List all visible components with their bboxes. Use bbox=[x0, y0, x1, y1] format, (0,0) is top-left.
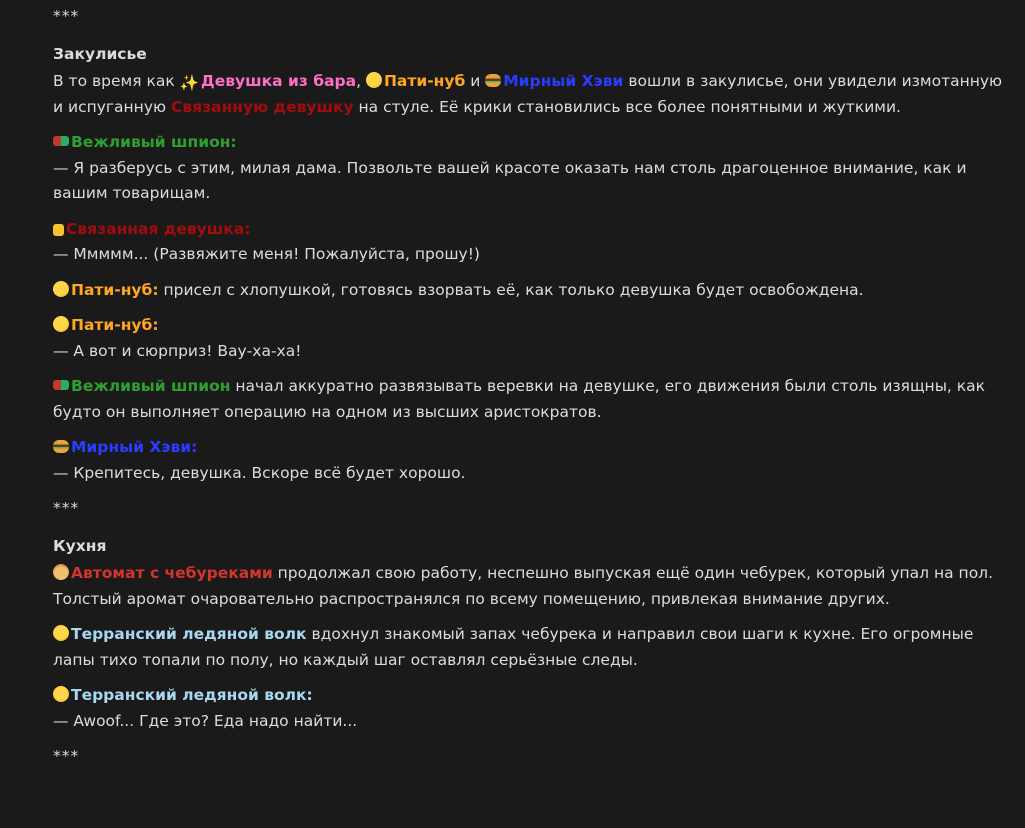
scene1-intro bbox=[53, 69, 1003, 120]
wolf-speaker bbox=[53, 683, 1003, 709]
speaker-label: Пати-нуб: bbox=[71, 280, 159, 299]
auto-action bbox=[53, 561, 1003, 612]
char-heavy: Мирный Хэви bbox=[503, 72, 624, 90]
text: продолжал свою работу, неспешно выпуская ещё один чебурек, который упал на пол. Толстый аромат очаровательно распространялся по всему помещению, привлекая внимание других. bbox=[53, 564, 994, 608]
text: вошли в закулисье, они увидели измотанную и испуганную bbox=[53, 72, 1003, 116]
wolf-line: — Awoof... Где это? Еда надо найти... bbox=[53, 711, 358, 730]
burger-icon bbox=[485, 74, 501, 87]
spy-icon bbox=[53, 136, 69, 146]
char-tied-girl: Связанную девушку bbox=[170, 97, 354, 116]
story-content bbox=[53, 4, 1003, 769]
party-face-icon bbox=[53, 281, 69, 297]
char-bar-girl: Девушка из бара bbox=[200, 72, 357, 90]
wolf-face-icon bbox=[53, 686, 69, 702]
char-chebureki-machine: Автомат с чебуреками bbox=[71, 564, 273, 582]
text: , bbox=[356, 72, 366, 90]
text: и bbox=[465, 72, 486, 90]
lock-icon bbox=[53, 224, 64, 236]
scene-heading-kitchen: Кухня bbox=[53, 537, 107, 555]
separator: *** bbox=[53, 7, 80, 25]
wolf-action bbox=[53, 622, 1003, 673]
spy-line: — Я разберусь с этим, милая дама. Позвольте вашей красоте оказать нам столь драгоценное внимание, как и вашим товарищам. bbox=[53, 158, 967, 202]
speaker-label: Вежливый шпион: bbox=[71, 133, 237, 151]
speaker-label: Связанная девушка: bbox=[66, 219, 251, 238]
noob-speaker bbox=[53, 313, 1003, 339]
text: вдохнул знакомый запах чебурека и направил свои шаги к кухне. Его огромные лапы тихо топали по полу, но каждый шаг оставлял серьёзные следы. bbox=[53, 625, 974, 669]
wolf-face-icon bbox=[53, 625, 69, 641]
char-wolf: Терранский ледяной волк bbox=[71, 625, 307, 643]
tied-girl-speaker bbox=[53, 217, 1003, 243]
party-face-icon bbox=[53, 316, 69, 332]
burger-icon bbox=[53, 440, 69, 453]
char-party-noob: Пати-нуб bbox=[383, 72, 466, 90]
party-face-icon bbox=[366, 72, 382, 88]
separator: *** bbox=[53, 747, 80, 765]
speaker-label: Терранский ледяной волк: bbox=[71, 686, 313, 704]
char-spy: Вежливый шпион bbox=[71, 377, 231, 395]
sparkles-icon: ✨ bbox=[179, 74, 199, 92]
text: В то время как bbox=[53, 72, 180, 90]
spy-icon bbox=[53, 380, 69, 390]
heavy-speaker bbox=[53, 435, 1003, 461]
text: начал аккуратно развязывать веревки на девушке, его движения были столь изящны, как будто он выполняет операцию на одном из высших аристократов. bbox=[53, 377, 986, 421]
speaker-label: Мирный Хэви: bbox=[71, 438, 198, 456]
heavy-line: — Крепитесь, девушка. Вскоре всё будет хорошо. bbox=[53, 463, 466, 482]
text: на стуле. Её крики становились все более понятными и жуткими. bbox=[353, 97, 901, 116]
tied-girl-line: — Ммммм... (Развяжите меня! Пожалуйста, прошу!) bbox=[53, 245, 480, 263]
spy-speaker bbox=[53, 130, 1003, 156]
separator: *** bbox=[53, 499, 80, 517]
food-icon bbox=[53, 564, 69, 580]
speaker-label: Пати-нуб: bbox=[71, 316, 159, 334]
spy-action bbox=[53, 374, 1003, 425]
text: присел с хлопушкой, готовясь взорвать её, как только девушка будет освобождена. bbox=[158, 280, 864, 299]
scene-heading-backstage: Закулисье bbox=[53, 45, 147, 63]
noob-line: — А вот и сюрприз! Вау-ха-ха! bbox=[53, 341, 302, 360]
noob-action bbox=[53, 278, 1003, 304]
